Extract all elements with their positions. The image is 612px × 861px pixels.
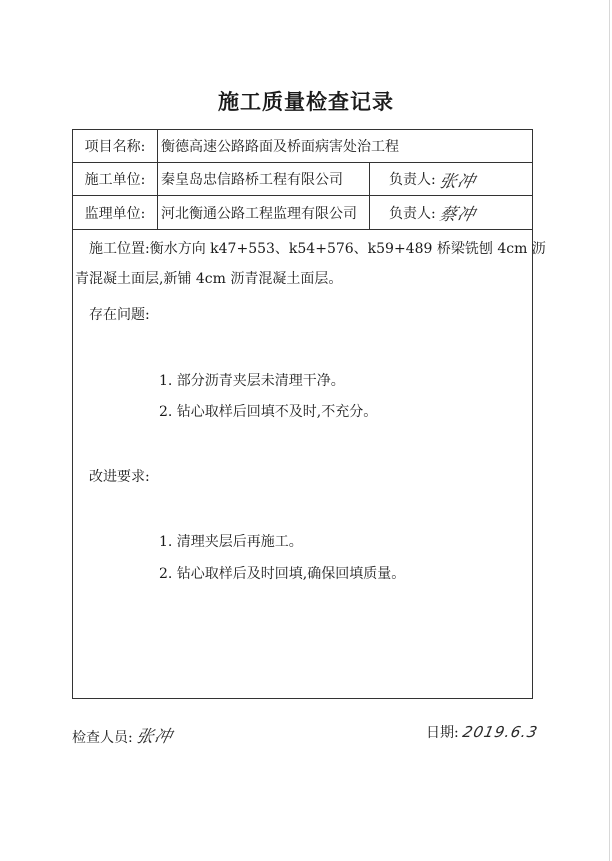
responsible-label: 负责人:: [389, 172, 436, 188]
divider: [157, 163, 158, 195]
supervision-responsible-signature: 蔡冲: [437, 205, 478, 225]
inspector-signature: 张冲: [134, 727, 175, 747]
construction-row: [73, 163, 532, 196]
project-label: 项目名称:: [84, 139, 146, 155]
page-title: 施工质量检查记录: [218, 89, 394, 114]
problem-item-2: 2. 钻心取样后回填不及时,不充分。: [159, 404, 378, 420]
divider: [157, 130, 158, 162]
divider: [157, 196, 158, 229]
date-value: 2019.6.3: [461, 723, 540, 741]
construction-responsible-signature: 张冲: [437, 171, 478, 192]
divider: [369, 196, 370, 229]
responsible-label: 负责人:: [389, 205, 436, 222]
construction-value: 秦皇岛忠信路桥工程有限公司: [161, 172, 343, 188]
supervision-responsible: [389, 196, 534, 229]
construction-responsible: [389, 163, 534, 195]
date-label: 日期:: [426, 725, 459, 741]
construction-label: 施工单位:: [84, 172, 146, 188]
project-value: 衡德高速公路路面及桥面病害处治工程: [161, 139, 399, 155]
divider: [369, 163, 370, 195]
inspector-field: [72, 722, 173, 747]
requirement-item-2: 2. 钻心取样后及时回填,确保回填质量。: [159, 566, 406, 582]
inspector-label: 检查人员:: [72, 730, 133, 746]
location-line-2: 青混凝土面层,新铺 4cm 沥青混凝土面层。: [75, 271, 343, 287]
inspection-body: [73, 230, 546, 698]
date-field: [426, 722, 538, 742]
supervision-value: 河北衡通公路工程监理有限公司: [161, 205, 357, 222]
requirements-label: 改进要求:: [89, 469, 150, 485]
project-row: [73, 130, 532, 163]
location-line-1: 施工位置:衡水方向 k47+553、k54+576、k59+489 桥梁铣刨 4cm 沥: [89, 241, 546, 257]
supervision-label: 监理单位:: [84, 205, 146, 222]
problem-item-1: 1. 部分沥青夹层未清理干净。: [159, 373, 345, 389]
problems-label: 存在问题:: [89, 307, 150, 323]
requirement-item-1: 1. 清理夹层后再施工。: [159, 534, 303, 550]
inspection-form-table: [72, 129, 546, 699]
supervision-row: [73, 196, 532, 230]
page-edge: [609, 0, 610, 861]
